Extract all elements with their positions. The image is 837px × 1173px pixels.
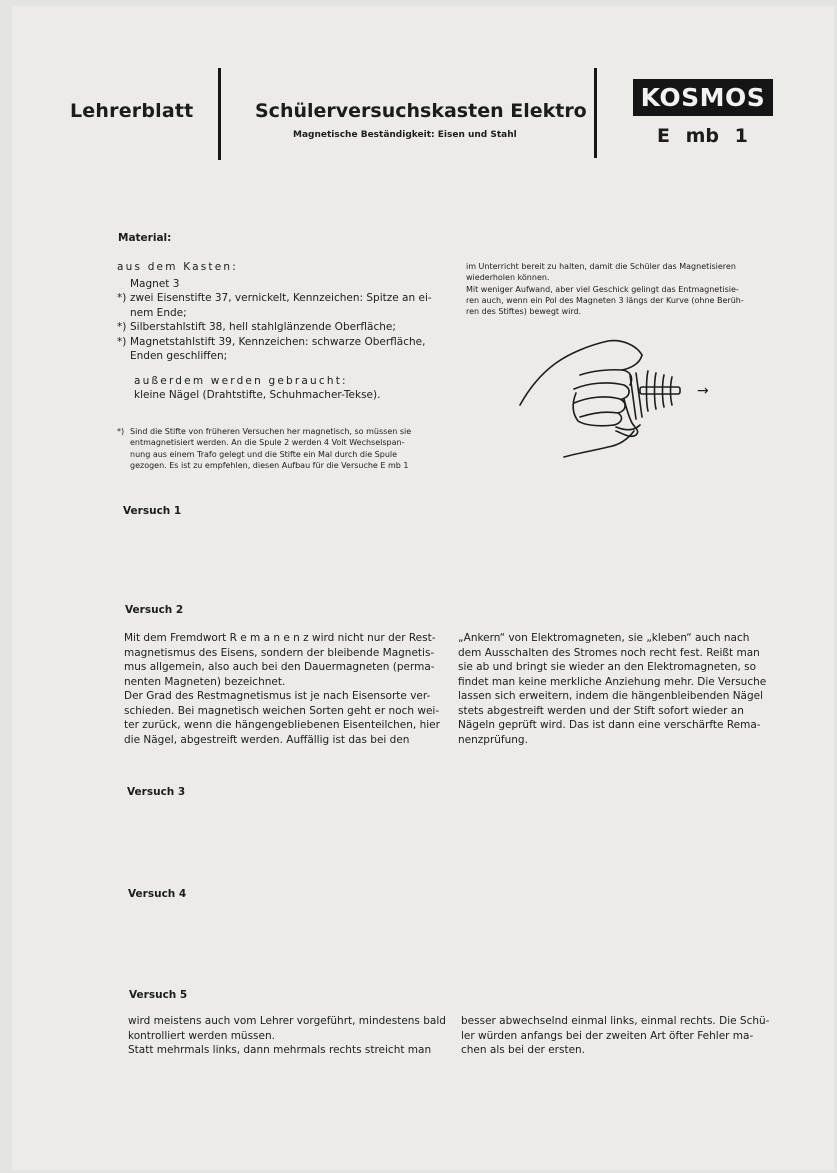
text-line: ter zurück, wenn die hängengebliebenen Eisenteilchen, hier [124, 719, 440, 731]
text-line: sie ab und bringt sie wieder an den Elektromagneten, so [458, 661, 757, 673]
also-needed-label: außerdem werden gebraucht: [134, 374, 348, 387]
material-heading: Material: [118, 232, 172, 244]
from-box-label: aus dem Kasten: [117, 261, 238, 273]
text-line: Mit dem Fremdwort R e m a n e n z wird nicht nur der Rest- [124, 632, 436, 644]
text-line: nenzprüfung. [458, 733, 528, 746]
text-line: schieden. Bei magnetisch weichen Sorten geht er noch wei- [124, 704, 440, 717]
text-line: „Ankern“ von Elektromagneten, sie „kleben“ auch nach [458, 632, 750, 644]
material-item-mark: *) [117, 292, 127, 304]
material-item-line: Silberstahlstift 38, hell stahlglänzende Oberfläche; [130, 321, 396, 333]
field-curve-4 [671, 377, 673, 405]
header-subtitle: Magnetische Beständigkeit: Eisen und Stahl [293, 130, 517, 140]
material-item-line: zwei Eisenstifte 37, vernickelt, Kennzeichen: Spitze an ei- [130, 292, 432, 304]
text-line: besser abwechselnd einmal links, einmal rechts. Die Schü- [461, 1015, 770, 1027]
text-line: stets abgestreift werden und der Stift sofort wieder an [458, 704, 744, 717]
material-item-text [130, 291, 432, 320]
versuch2-heading: Versuch 2 [125, 604, 184, 616]
finger-3 [574, 397, 625, 413]
versuch4-heading: Versuch 4 [128, 888, 187, 900]
material-right-line: Mit weniger Aufwand, aber viel Geschick gelingt das Entmagnetisie- [466, 284, 739, 294]
material-item [117, 320, 447, 335]
header-center-title: Schülerversuchskasten Elektro [255, 100, 587, 122]
footnote-line: entmagnetisiert werden. An die Spule 2 werden 4 Volt Wechselspan- [130, 438, 405, 448]
versuch2-left-text [124, 631, 442, 747]
field-curve-3 [663, 375, 665, 407]
text-line: findet man keine merkliche Anziehung mehr. Die Versuche [458, 675, 767, 688]
text-line: Statt mehrmals links, dann mehrmals rechts streicht man [128, 1044, 432, 1056]
text-line: Nägeln geprüft wird. Das ist dann eine verschärfte Rema- [458, 719, 761, 731]
material-item-text [130, 277, 179, 292]
material-item-line: Magnet 3 [130, 277, 180, 290]
text-line: magnetismus des Eisens, sondern der bleibende Magnetis- [124, 646, 435, 659]
footnote-line: gezogen. Es ist zu empfehlen, diesen Aufbau für die Versuche E mb 1 [130, 460, 409, 470]
header-left-title: Lehrerblatt [70, 100, 194, 122]
also-needed-item: kleine Nägel (Drahtstifte, Schuhmacher-Tekse). [134, 389, 381, 401]
hand-illustration [512, 335, 727, 465]
versuch5-left-text [128, 1014, 446, 1058]
material-item-mark: *) [117, 321, 127, 333]
text-line: kontrolliert werden müssen. [128, 1029, 275, 1042]
text-line: lassen sich erweitern, indem die hängenbleibenden Nägel [458, 690, 764, 702]
material-item [117, 291, 447, 320]
text-line: chen als bei der ersten. [461, 1044, 586, 1056]
footnote-text [130, 426, 411, 471]
material-right-line: ren des Stiftes) bewegt wird. [466, 307, 582, 317]
thumb-outline [622, 355, 642, 370]
finger-4 [580, 412, 621, 425]
material-list [117, 260, 447, 403]
versuch1-heading: Versuch 1 [123, 505, 182, 517]
text-line: Der Grad des Restmagnetismus ist je nach Eisensorte ver- [124, 690, 431, 702]
footnote-mark: *) [117, 427, 125, 436]
material-item-mark [117, 277, 130, 292]
footnote-line: nung aus einem Trafo gelegt und die Stifte ein Mal durch die Spule [130, 449, 398, 459]
material-items [117, 277, 447, 364]
material-footnote [117, 426, 452, 471]
material-item [117, 335, 447, 364]
versuch2-right-text [458, 631, 776, 747]
header-divider-right [594, 68, 597, 158]
sheet-code: E mb 1 [657, 125, 748, 147]
material-item-text [130, 320, 396, 335]
text-line: wird meistens auch vom Lehrer vorgeführt, mindestens bald [128, 1015, 446, 1027]
text-line: nenten Magneten) bezeichnet. [124, 675, 286, 688]
field-curve-1 [647, 371, 649, 411]
material-item-text [130, 335, 425, 364]
text-line: die Nägel, abgestreift werden. Auffällig ist das bei den [124, 733, 410, 746]
material-right-line: wiederholen können. [466, 273, 550, 283]
brand-logo: KOSMOS [633, 79, 773, 116]
material-item-line: nem Ende; [130, 306, 187, 319]
text-line: ler würden anfangs bei der zweiten Art öfter Fehler ma- [461, 1029, 754, 1042]
footnote-line: Sind die Stifte von früheren Versuchen her magnetisch, so müssen sie [130, 427, 412, 436]
material-item-mark: *) [117, 335, 127, 348]
header-divider-left [218, 68, 221, 160]
material-right-line: ren auch, wenn ein Pol des Magneten 3 längs der Kurve (ohne Berüh- [466, 295, 744, 305]
versuch5-right-text [461, 1014, 777, 1058]
versuch3-heading: Versuch 3 [127, 786, 186, 798]
text-line: dem Ausschalten des Stromes noch recht fest. Reißt man [458, 646, 760, 659]
material-item-line: Enden geschliffen; [130, 350, 228, 362]
hand-outline-top [520, 341, 642, 405]
text-line: mus allgemein, also auch bei den Dauermagneten (perma- [124, 661, 435, 673]
material-item [117, 277, 447, 292]
material-right-text [466, 261, 776, 317]
material-right-line: im Unterricht bereit zu halten, damit die Schüler das Magnetisieren [466, 262, 736, 271]
field-curve-2 [655, 373, 657, 409]
material-item-line: Magnetstahlstift 39, Kennzeichen: schwarze Oberfläche, [130, 335, 426, 348]
versuch5-heading: Versuch 5 [129, 989, 188, 1001]
direction-arrow: → [697, 383, 709, 399]
